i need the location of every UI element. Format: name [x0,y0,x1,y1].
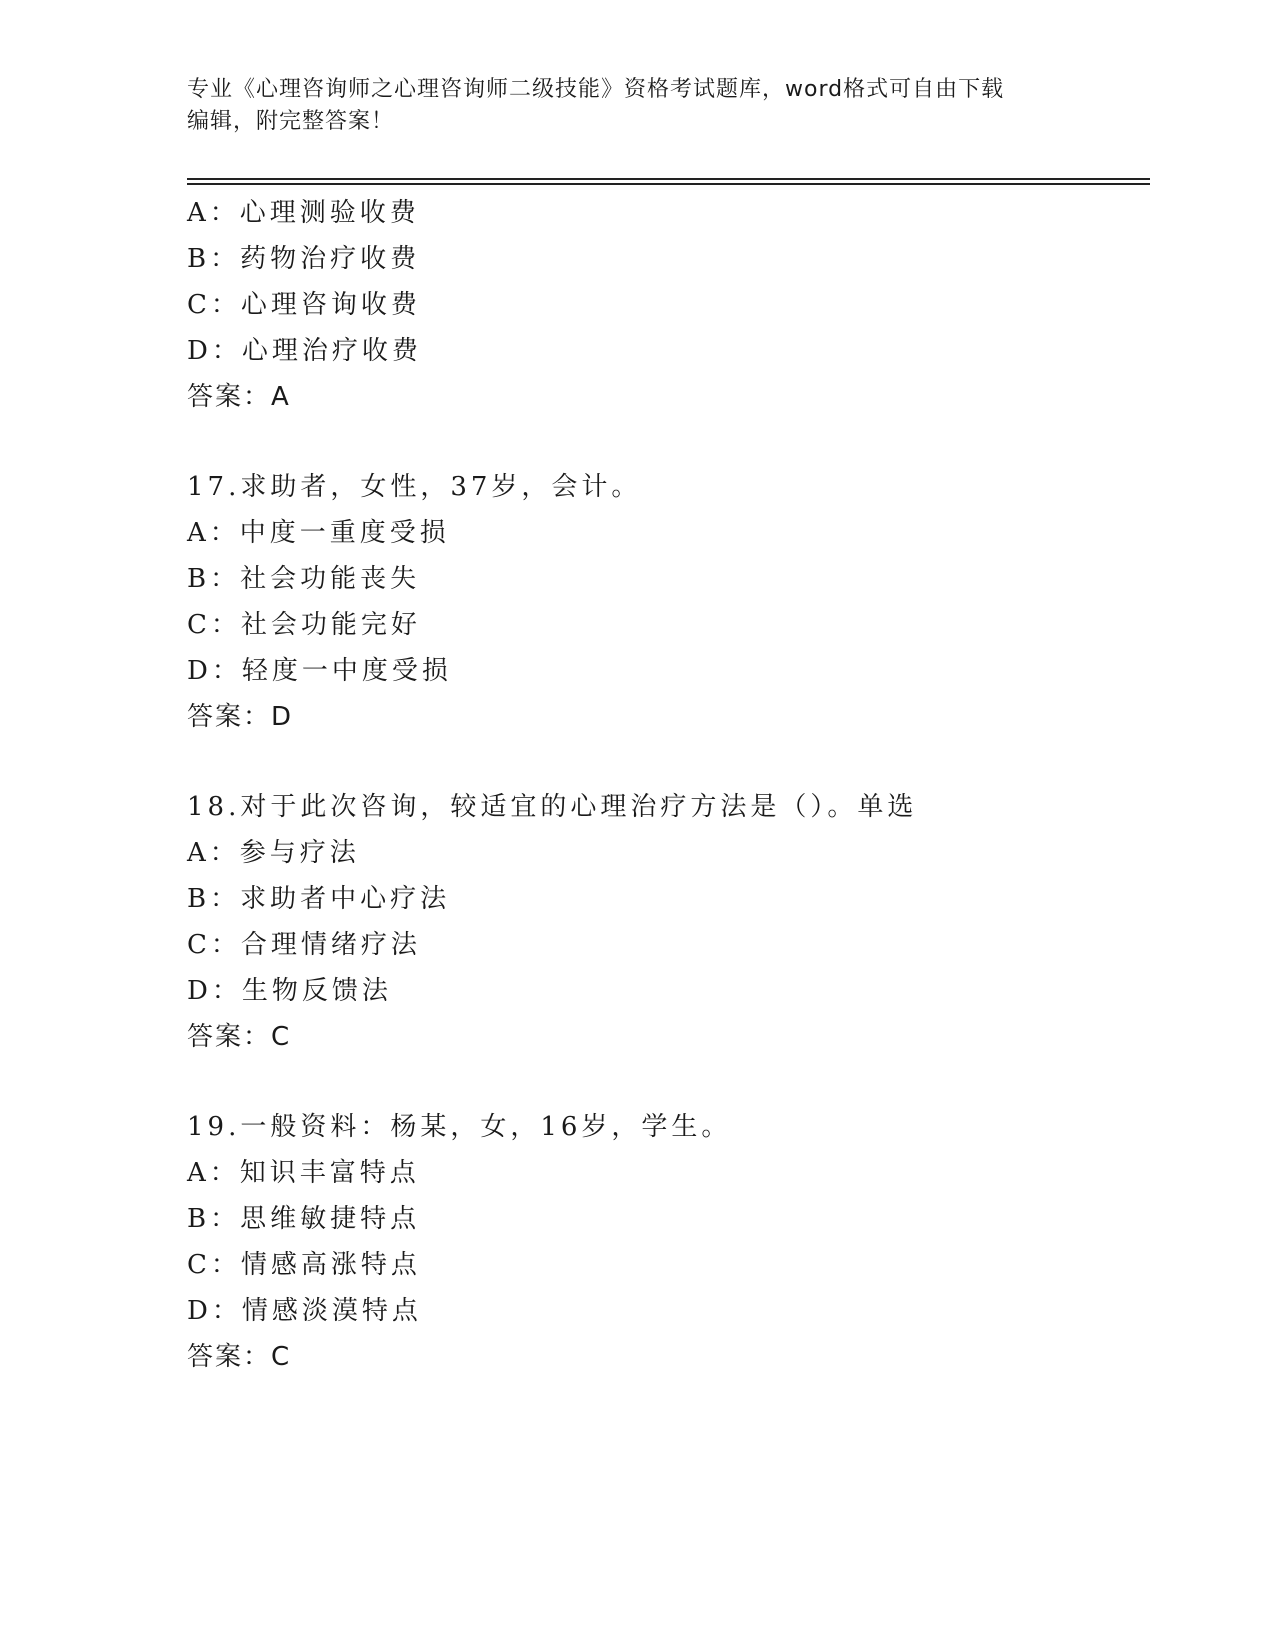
option-a: A：知识丰富特点 [187,1158,420,1188]
option-c: C：社会功能完好 [187,610,421,640]
option-c: C：情感高涨特点 [187,1250,421,1280]
option-d: D：情感淡漠特点 [187,1296,422,1326]
header-line-1: 专业《心理咨询师之心理咨询师二级技能》资格考试题库，word格式可自由下载 [187,77,1005,102]
option-d: D：生物反馈法 [187,976,392,1006]
option-b: B：思维敏捷特点 [187,1204,421,1234]
option-a: A：参与疗法 [187,838,360,868]
question-stem: 17.求助者，女性，37岁，会计。 [187,472,642,502]
option-b: B：求助者中心疗法 [187,884,451,914]
question-stem: 18.对于此次咨询，较适宜的心理治疗方法是（）。单选 [187,792,918,822]
question-block-16 [187,190,1147,420]
spacer [187,740,1147,784]
option-b: B：社会功能丧失 [187,564,421,594]
question-block-17 [187,464,1147,740]
answer: 答案：D [187,702,294,732]
option-d: D：心理治疗收费 [187,336,422,366]
option-a: A：心理测验收费 [187,198,420,228]
question-stem: 19.一般资料：杨某，女，16岁，学生。 [187,1112,732,1142]
option-c: C：心理咨询收费 [187,290,421,320]
option-c: C：合理情绪疗法 [187,930,421,960]
answer: 答案：C [187,1022,292,1052]
spacer [187,420,1147,464]
answer: 答案：C [187,1342,292,1372]
question-block-19 [187,1104,1147,1380]
option-a: A：中度一重度受损 [187,518,450,548]
option-b: B：药物治疗收费 [187,244,421,274]
header-divider-bottom [187,183,1150,185]
question-block-18 [187,784,1147,1060]
question-list [187,190,1147,1380]
answer: 答案：A [187,382,291,412]
document-header [187,74,1087,138]
spacer [187,1060,1147,1104]
header-line-2: 编辑，附完整答案！ [187,109,395,134]
header-divider-top [187,178,1150,180]
option-d: D：轻度一中度受损 [187,656,452,686]
